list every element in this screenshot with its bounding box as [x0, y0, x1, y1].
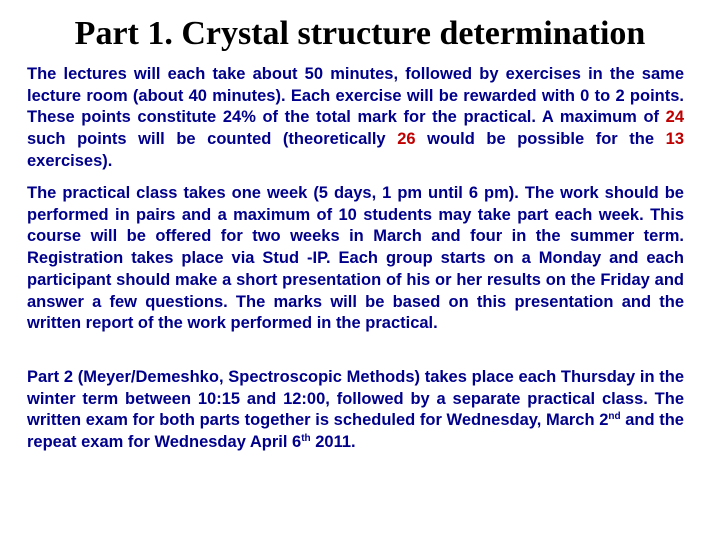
paragraph-text: and the repeat exam for Wednesday April 6 [27, 411, 684, 452]
paragraph-part-2 [27, 367, 684, 454]
paragraph-text: would be possible for the [415, 130, 666, 149]
paragraph-lectures [27, 64, 684, 173]
paragraph-text: such points will be counted (theoretically [27, 130, 398, 149]
ordinal-suffix: th [301, 433, 311, 445]
highlight-possible-points: 26 [397, 130, 416, 149]
paragraph-text: The lectures will each take about 50 minutes, followed by exercises in the same lecture room (about 40 minutes). Each exercise will be rewarded with 0 to 2 points. These points constitute 24% of the total mark for the practical. A maximum of [27, 65, 684, 127]
paragraph-practical-class: The practical class takes one week (5 days, 1 pm until 6 pm). The work should be performed in pairs and a maximum of 10 students may take part each week. This course will be offered for two weeks in March and four in the summer term. Registration takes place via Stud -IP. Each group starts on a Monday and each participant should make a short presentation of his or her results on the Friday and answer a few questions. The marks will be based on this presentation and the written report of the work performed in the practical. [27, 184, 684, 333]
slide-title: Part 1. Crystal structure determination [74, 15, 646, 52]
ordinal-suffix: nd [608, 411, 621, 423]
highlight-exercise-count: 13 [665, 130, 684, 149]
paragraph-text: 2011. [310, 433, 356, 452]
highlight-max-points: 24 [665, 108, 684, 127]
paragraph-text: Part 2 (Meyer/Demeshko, Spectroscopic Methods) takes place each Thursday in the winter term between 10:15 and 12:00, followed by a separate practical class. The written exam for both parts together is scheduled for Wednesday, March 2 [27, 368, 684, 430]
paragraph-text: exercises). [27, 151, 113, 170]
